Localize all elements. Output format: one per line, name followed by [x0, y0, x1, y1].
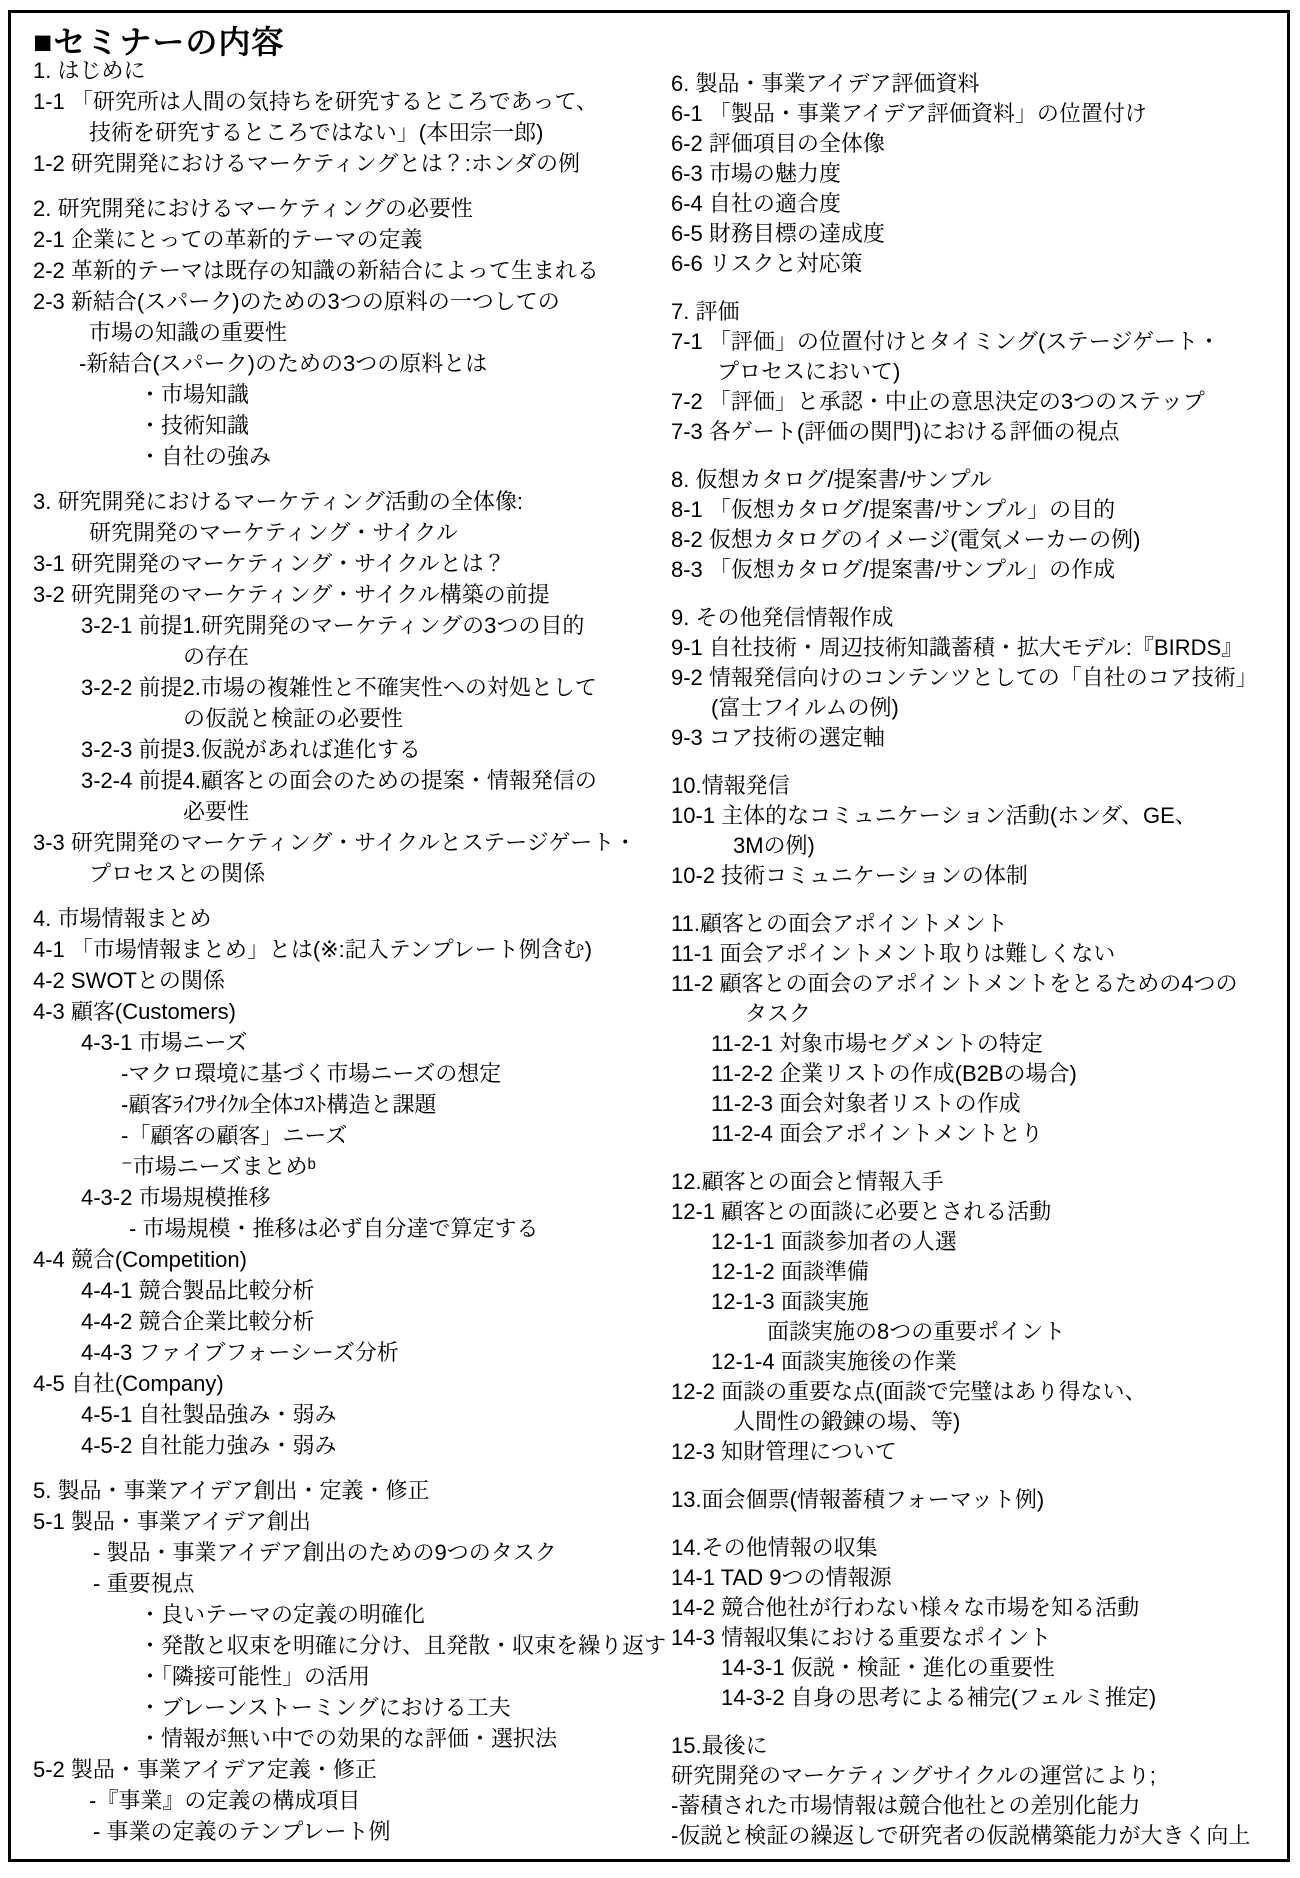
toc-line: ・良いテーマの定義の明確化 — [139, 1602, 426, 1627]
toc-line: 1. はじめに — [33, 58, 146, 83]
page-title: ■セミナーの内容 — [33, 24, 285, 60]
toc-line: 11-2-3 面会対象者リストの作成 — [711, 1091, 1021, 1116]
toc-line: (富士フイルムの例) — [711, 695, 899, 720]
toc-line: 7. 評価 — [671, 299, 740, 324]
toc-line: 4-4 競合(Competition) — [33, 1247, 247, 1272]
toc-line: 1-2 研究開発におけるマーケティングとは？:ホンダの例 — [33, 151, 580, 176]
toc-line: 6-1 「製品・事業アイデア評価資料」の位置付け — [671, 101, 1147, 126]
toc-line: 4-5 自社(Company) — [33, 1371, 224, 1396]
toc-column-left — [33, 55, 673, 1847]
toc-line: 11.顧客との面会アポイントメント — [671, 911, 1008, 936]
toc-line: 8-2 仮想カタログのイメージ(電気メーカーの例) — [671, 527, 1141, 552]
toc-line: 面談実施の8つの重要ポイント — [767, 1319, 1066, 1344]
toc-line: ・ブレーンストーミングにおける工夫 — [139, 1695, 511, 1720]
toc-line: -顧客ﾗｲﾌｻｲｸﾙ全体ｺｽﾄ構造と課題 — [121, 1092, 437, 1117]
toc-line: - 重要視点 — [93, 1571, 195, 1596]
toc-line: -『事業』の定義の構成項目 — [89, 1788, 361, 1813]
toc-line: 11-2-1 対象市場セグメントの特定 — [711, 1031, 1043, 1056]
toc-line: 研究開発のマーケティング・サイクル — [89, 520, 458, 545]
toc-line: ・発散と収束を明確に分け、且発散・収束を繰り返す — [139, 1633, 667, 1658]
toc-line: - 市場規模・推移は必ず自分達で算定する — [129, 1216, 539, 1241]
toc-line: 12-1-1 面談参加者の人選 — [711, 1229, 957, 1254]
toc-line: -蓄積された市場情報は競合他社との差別化能力 — [671, 1793, 1141, 1818]
toc-line: 6-2 評価項目の全体像 — [671, 131, 885, 156]
toc-line: 必要性 — [183, 799, 250, 824]
toc-line: 市場の知識の重要性 — [89, 320, 288, 345]
toc-line: 2. 研究開発におけるマーケティングの必要性 — [33, 196, 473, 221]
toc-line: 4-4-1 競合製品比較分析 — [81, 1278, 315, 1303]
toc-line: -新結合(スパーク)のための3つの原料とは — [79, 351, 488, 376]
toc-line: 3-2-2 前提2.市場の複雑性と不確実性への対処として — [81, 675, 597, 700]
toc-line: 4-3 顧客(Customers) — [33, 999, 236, 1024]
toc-line: ・自社の強み — [139, 444, 272, 469]
toc-line: 1-1 「研究所は人間の気持ちを研究するところであって、 — [33, 89, 599, 114]
toc-line: 3-3 研究開発のマーケティング・サイクルとステージゲート・ — [33, 830, 637, 855]
toc-line: プロセスにおいて) — [717, 359, 901, 384]
toc-line: 14-3 情報収集における重要なポイント — [671, 1625, 1052, 1650]
toc-line: 4-3-2 市場規模推移 — [81, 1185, 271, 1210]
toc-line: 2-3 新結合(スパーク)のための3つの原料の一つしての — [33, 289, 560, 314]
toc-line: ・市場知識 — [139, 382, 250, 407]
toc-line: 3-2-3 前提3.仮説があれば進化する — [81, 737, 421, 762]
toc-line: 4-2 SWOTとの関係 — [33, 968, 225, 993]
toc-line: の存在 — [183, 644, 250, 669]
toc-line: 12-1-4 面談実施後の作業 — [711, 1349, 957, 1374]
toc-line: 4-5-2 自社能力強み・弱み — [81, 1433, 337, 1458]
toc-line: 9-3 コア技術の選定軸 — [671, 725, 885, 750]
toc-line: 8-1 「仮想カタログ/提案書/サンプル」の目的 — [671, 497, 1116, 522]
toc-line: 7-2 「評価」と承認・中止の意思決定の3つのステップ — [671, 389, 1205, 414]
toc-column-right — [671, 69, 1287, 1851]
toc-line: プロセスとの関係 — [89, 861, 266, 886]
toc-line: 9-1 自社技術・周辺技術知識蓄積・拡大モデル:『BIRDS』 — [671, 635, 1244, 660]
toc-line: 6-4 自社の適合度 — [671, 191, 841, 216]
toc-line: 4-4-2 競合企業比較分析 — [81, 1309, 315, 1334]
toc-line: ・技術知識 — [139, 413, 250, 438]
toc-line: 7-1 「評価」の位置付けとタイミング(ステージゲート・ — [671, 329, 1221, 354]
toc-line: ⁻市場ニーズまとめᵇ — [121, 1154, 316, 1179]
toc-line: 14-1 TAD 9つの情報源 — [671, 1565, 892, 1590]
toc-line: 10.情報発信 — [671, 773, 790, 798]
toc-line: 2-2 革新的テーマは既存の知識の新結合によって生まれる — [33, 258, 599, 283]
toc-line: 10-1 主体的なコミュニケーション活動(ホンダ、GE、 — [671, 803, 1197, 828]
toc-line: 8-3 「仮想カタログ/提案書/サンプル」の作成 — [671, 557, 1116, 582]
toc-line: 6-5 財務目標の達成度 — [671, 221, 885, 246]
toc-line: ・情報が無い中での効果的な評価・選択法 — [139, 1726, 558, 1751]
toc-line: 12-1-2 面談準備 — [711, 1259, 869, 1284]
toc-line: 3-2 研究開発のマーケティング・サイクル構築の前提 — [33, 582, 550, 607]
toc-line: -マクロ環境に基づく市場ニーズの想定 — [121, 1061, 502, 1086]
toc-line: 研究開発のマーケティングサイクルの運営により; — [671, 1763, 1156, 1788]
toc-line: 11-2-4 面会アポイントメントとり — [711, 1121, 1043, 1146]
toc-line: 9-2 情報発信向けのコンテンツとしての「自社のコア技術」 — [671, 665, 1258, 690]
content-border-frame — [8, 10, 1290, 1862]
toc-line: 11-2-2 企業リストの作成(B2Bの場合) — [711, 1061, 1077, 1086]
toc-line: 6-6 リスクと対応策 — [671, 251, 863, 276]
toc-line: の仮説と検証の必要性 — [183, 706, 404, 731]
toc-line: 14-2 競合他社が行わない様々な市場を知る活動 — [671, 1595, 1140, 1620]
toc-line: 14.その他情報の収集 — [671, 1535, 878, 1560]
toc-line: 7-3 各ゲート(評価の関門)における評価の視点 — [671, 419, 1120, 444]
toc-line: - 事業の定義のテンプレート例 — [93, 1819, 391, 1844]
toc-line: ・「隣接可能性」の活用 — [139, 1664, 371, 1689]
toc-line: 9. その他発信情報作成 — [671, 605, 894, 630]
toc-line: タスク — [745, 1001, 812, 1026]
toc-line: 3Mの例) — [733, 833, 815, 858]
toc-line: 8. 仮想カタログ/提案書/サンプル — [671, 467, 992, 492]
toc-line: 15.最後に — [671, 1733, 768, 1758]
toc-line: 11-1 面会アポイントメント取りは難しくない — [671, 941, 1116, 966]
toc-line: 3-1 研究開発のマーケティング・サイクルとは？ — [33, 551, 506, 576]
toc-line: 14-3-1 仮説・検証・進化の重要性 — [721, 1655, 1055, 1680]
toc-line: 4-1 「市場情報まとめ」とは(※:記入テンプレート例含む) — [33, 937, 593, 962]
toc-line: -「顧客の顧客」ニーズ — [121, 1123, 348, 1148]
toc-line: 技術を研究するところではない」(本田宗一郎) — [89, 120, 544, 145]
toc-line: 11-2 顧客との面会のアポイントメントをとるための4つの — [671, 971, 1238, 996]
toc-line: 5-2 製品・事業アイデア定義・修正 — [33, 1757, 377, 1782]
toc-line: 3-2-4 前提4.顧客との面会のための提案・情報発信の — [81, 768, 597, 793]
toc-line: 12.顧客との面会と情報入手 — [671, 1169, 944, 1194]
toc-line: 13.面会個票(情報蓄積フォーマット例) — [671, 1487, 1045, 1512]
toc-line: 12-3 知財管理について — [671, 1439, 897, 1464]
toc-line: 6-3 市場の魅力度 — [671, 161, 841, 186]
toc-line: 3-2-1 前提1.研究開発のマーケティングの3つの目的 — [81, 613, 585, 638]
toc-line: 4-4-3 ファイブフォーシーズ分析 — [81, 1340, 399, 1365]
toc-line: 10-2 技術コミュニケーションの体制 — [671, 863, 1028, 888]
toc-line: 4-3-1 市場ニーズ — [81, 1030, 248, 1055]
toc-line: -仮説と検証の繰返しで研究者の仮説構築能力が大きく向上 — [671, 1823, 1251, 1848]
toc-line: 6. 製品・事業アイデア評価資料 — [671, 71, 980, 96]
toc-line: 12-2 面談の重要な点(面談で完璧はあり得ない、 — [671, 1379, 1147, 1404]
toc-line: 5. 製品・事業アイデア創出・定義・修正 — [33, 1478, 430, 1503]
toc-line: - 製品・事業アイデア創出のための9つのタスク — [93, 1540, 557, 1565]
toc-line: 2-1 企業にとっての革新的テーマの定義 — [33, 227, 423, 252]
toc-line: 3. 研究開発におけるマーケティング活動の全体像: — [33, 489, 523, 514]
toc-line: 12-1-3 面談実施 — [711, 1289, 869, 1314]
toc-line: 人間性の鍛錬の場、等) — [733, 1409, 961, 1434]
toc-line: 4-5-1 自社製品強み・弱み — [81, 1402, 337, 1427]
toc-line: 4. 市場情報まとめ — [33, 906, 212, 931]
toc-line: 14-3-2 自身の思考による補完(フェルミ推定) — [721, 1685, 1157, 1710]
toc-line: 12-1 顧客との面談に必要とされる活動 — [671, 1199, 1052, 1224]
toc-line: 5-1 製品・事業アイデア創出 — [33, 1509, 311, 1534]
